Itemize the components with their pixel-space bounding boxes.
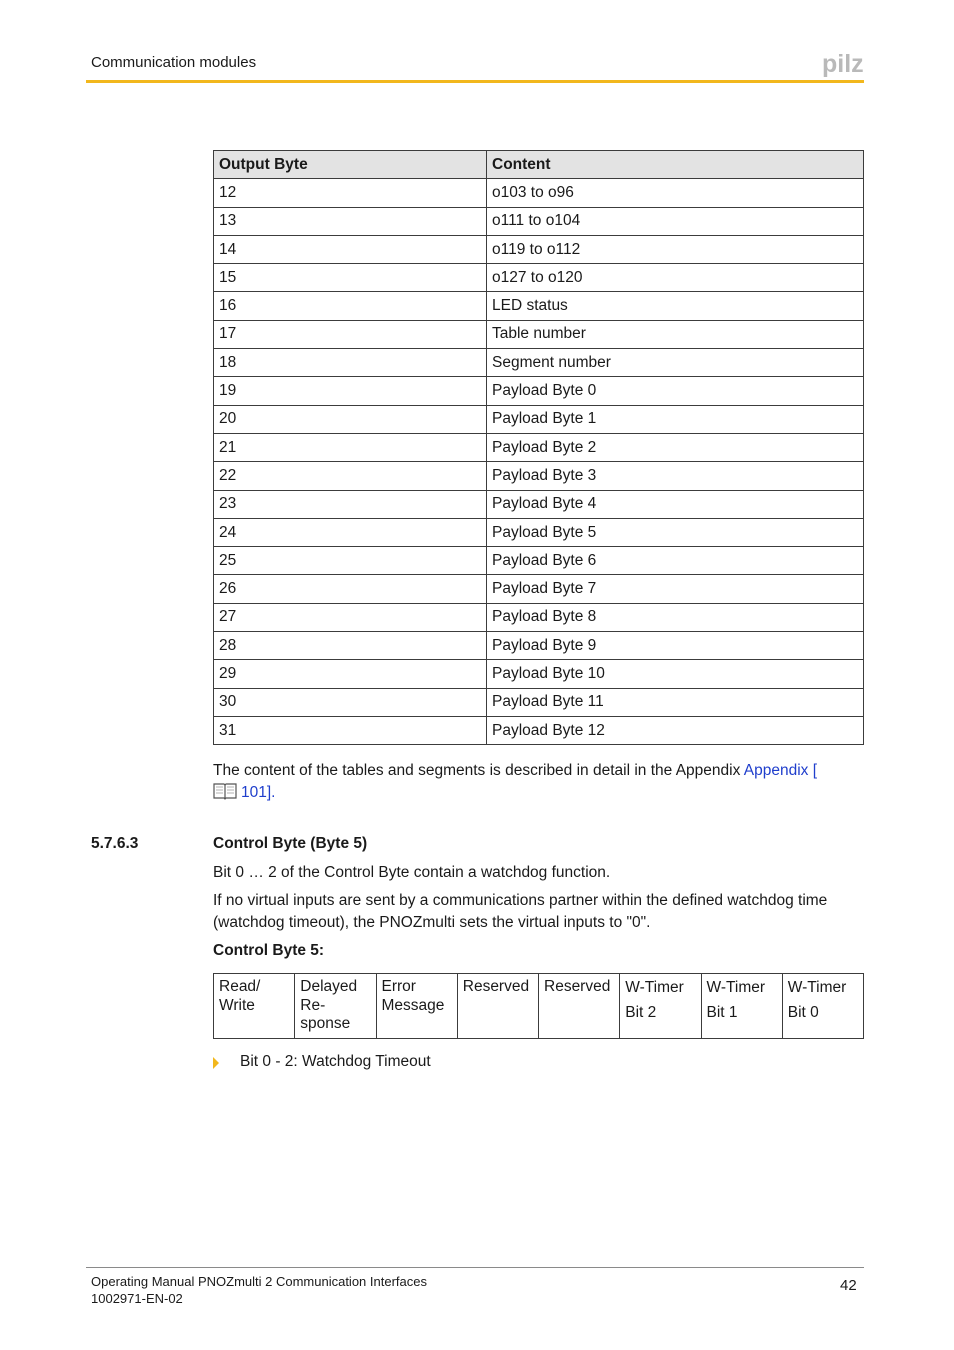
output-byte-cell: 27 [214, 603, 487, 631]
output-byte-cell: 26 [214, 575, 487, 603]
table-row [214, 490, 864, 518]
table-row [214, 349, 864, 377]
content-cell: Payload Byte 9 [487, 632, 864, 660]
output-byte-cell: 22 [214, 462, 487, 490]
table-row [214, 518, 864, 546]
output-byte-cell: 13 [214, 207, 487, 235]
paragraph-watchdog: Bit 0 … 2 of the Control Byte contain a watchdog function. [213, 864, 611, 881]
cell-line: Reserved [462, 978, 530, 995]
cell-line: Bit 0 [787, 1004, 819, 1021]
cell-line: Bit 2 [625, 1004, 657, 1021]
cell-line: Read/ [219, 978, 261, 995]
cell-line: Error [381, 978, 416, 995]
table-row [214, 660, 864, 688]
output-byte-cell: 14 [214, 235, 487, 263]
output-byte-cell: 19 [214, 377, 487, 405]
content-cell: Segment number [487, 349, 864, 377]
cell-line: Message [381, 996, 445, 1014]
table-row [214, 433, 864, 461]
cell-error-message [376, 974, 457, 1039]
content-cell: Payload Byte 0 [487, 377, 864, 405]
cell-line: Re- [300, 996, 326, 1014]
paragraph-virtual-inputs [213, 890, 863, 934]
cell-line: W-Timer [787, 979, 847, 996]
table-row [214, 603, 864, 631]
output-byte-cell: 20 [214, 405, 487, 433]
output-byte-cell: 28 [214, 632, 487, 660]
footer-manual-title: Operating Manual PNOZmulti 2 Communication Interfaces [91, 1274, 427, 1289]
cell-line: Bit 1 [706, 1004, 738, 1021]
output-byte-cell: 15 [214, 264, 487, 292]
content-cell: Payload Byte 6 [487, 547, 864, 575]
table-row [214, 292, 864, 320]
cell-wtimer-bit2 [620, 974, 701, 1039]
content-cell: o103 to o96 [487, 179, 864, 207]
content-cell: Payload Byte 7 [487, 575, 864, 603]
output-byte-cell: 12 [214, 179, 487, 207]
output-byte-cell: 29 [214, 660, 487, 688]
control-byte-row [214, 974, 864, 1039]
content-cell: Payload Byte 11 [487, 688, 864, 716]
cell-line: Delayed [300, 978, 358, 995]
bullet-arrow-icon [213, 1057, 219, 1069]
pilz-logo [822, 50, 864, 78]
output-byte-cell: 17 [214, 320, 487, 348]
output-byte-table-body [214, 179, 864, 745]
table-row [214, 716, 864, 744]
book-icon[interactable] [213, 782, 237, 800]
content-cell: Payload Byte 2 [487, 433, 864, 461]
appendix-note [213, 760, 863, 804]
table-row [214, 264, 864, 292]
output-byte-cell: 16 [214, 292, 487, 320]
column-header: Content [487, 151, 864, 179]
table-header-row [214, 151, 864, 179]
table-row [214, 320, 864, 348]
control-byte-table [213, 973, 864, 1039]
output-byte-cell: 23 [214, 490, 487, 518]
cell-line: Write [219, 996, 255, 1014]
header-rule [86, 80, 864, 83]
footer-doc-number: 1002971-EN-02 [91, 1291, 183, 1306]
cell-reserved [539, 974, 620, 1039]
appendix-link[interactable]: Appendix [ [743, 762, 818, 779]
table-row [214, 632, 864, 660]
cell-delayed-response [295, 974, 376, 1039]
cell-line: W-Timer [706, 979, 766, 996]
content-cell: o111 to o104 [487, 207, 864, 235]
cell-line: W-Timer [625, 979, 684, 996]
control-byte-label: Control Byte 5: [213, 942, 325, 959]
paragraph-line: If no virtual inputs are sent by a communications partner within the defined watchdog time [213, 892, 828, 909]
content-cell: Payload Byte 5 [487, 518, 864, 546]
content-cell: Payload Byte 1 [487, 405, 864, 433]
output-byte-cell: 18 [214, 349, 487, 377]
content-cell: o127 to o120 [487, 264, 864, 292]
content-cell: o119 to o112 [487, 235, 864, 263]
cell-read-write [214, 974, 295, 1039]
content-cell: Payload Byte 12 [487, 716, 864, 744]
table-row [214, 377, 864, 405]
appendix-page-link[interactable]: 101]. [241, 784, 276, 801]
table-row [214, 405, 864, 433]
cell-reserved [457, 974, 538, 1039]
svg-text:pilz: pilz [822, 50, 864, 78]
cell-line: Reserved [544, 978, 611, 995]
output-byte-cell: 21 [214, 433, 487, 461]
output-byte-cell: 25 [214, 547, 487, 575]
paragraph-line: (watchdog timeout), the PNOZmulti sets the virtual inputs to "0". [213, 914, 651, 931]
content-cell: Table number [487, 320, 864, 348]
output-byte-cell: 30 [214, 688, 487, 716]
section-title: Control Byte (Byte 5) [213, 835, 368, 852]
table-row [214, 547, 864, 575]
table-row [214, 179, 864, 207]
cell-wtimer-bit1 [701, 974, 782, 1039]
footer-document-info [91, 1273, 427, 1307]
output-byte-cell: 31 [214, 716, 487, 744]
running-header: Communication modules [91, 54, 257, 71]
output-byte-table [213, 150, 864, 745]
content-cell: Payload Byte 8 [487, 603, 864, 631]
table-row [214, 235, 864, 263]
appendix-note-text: The content of the tables and segments is described in detail in the Appendix [213, 762, 744, 779]
cell-line: sponse [300, 1015, 351, 1032]
bullet-text: Bit 0 - 2: Watchdog Timeout [240, 1053, 431, 1070]
table-row [214, 462, 864, 490]
content-cell: Payload Byte 4 [487, 490, 864, 518]
footer-rule [86, 1267, 864, 1268]
cell-wtimer-bit0 [782, 974, 863, 1039]
content-cell: Payload Byte 10 [487, 660, 864, 688]
output-byte-cell: 24 [214, 518, 487, 546]
table-row [214, 688, 864, 716]
page-number: 42 [840, 1277, 857, 1294]
table-row [214, 575, 864, 603]
content-cell: Payload Byte 3 [487, 462, 864, 490]
table-row [214, 207, 864, 235]
section-number: 5.7.6.3 [91, 835, 139, 852]
column-header: Output Byte [214, 151, 487, 179]
content-cell: LED status [487, 292, 864, 320]
